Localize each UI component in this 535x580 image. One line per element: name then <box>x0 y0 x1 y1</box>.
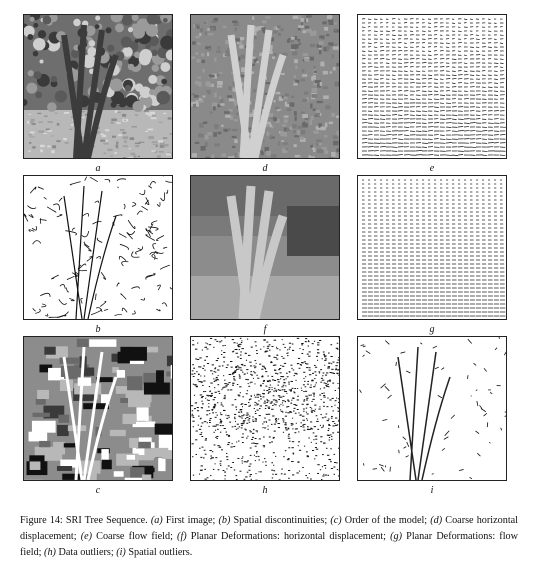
caption-text-d: Coarse horizontal displacement; <box>20 515 519 542</box>
panel-b-spatial-discontinuities <box>23 175 173 320</box>
caption-text-f: Planar Deformations: horizontal displacement; <box>186 531 391 542</box>
caption-text-i: Spatial outliers. <box>125 547 193 558</box>
caption-tag-d: (d) <box>430 515 443 526</box>
panel-label-h: h <box>262 485 268 496</box>
caption-text-b: Spatial discontinuities; <box>230 515 331 526</box>
panel-label-g: g <box>429 324 435 335</box>
panel-image <box>191 337 339 480</box>
panel-i-spatial-outliers <box>357 336 507 481</box>
panel-image <box>24 15 172 158</box>
panel-f-planar-horizontal-displacement <box>190 175 340 320</box>
panel-d-coarse-horizontal-displacement <box>190 14 340 159</box>
caption-tag-f: (f) <box>177 531 187 542</box>
panel-a-first-image <box>23 14 173 159</box>
panel-image <box>358 15 506 158</box>
panel-label-a: a <box>95 163 101 174</box>
caption-tag-a: (a) <box>150 515 163 526</box>
panel-image <box>191 176 339 319</box>
panel-label-f: f <box>263 324 267 335</box>
panel-label-c: c <box>95 485 101 496</box>
caption-text-h: Data outliers; <box>55 547 117 558</box>
panel-image <box>358 176 506 319</box>
panel-g-planar-flow-field <box>357 175 507 320</box>
caption-tag-g: (g) <box>390 531 403 542</box>
caption-lead: Figure 14: SRI Tree Sequence. <box>20 515 151 526</box>
caption-text-e: Coarse flow field; <box>92 531 178 542</box>
caption-tag-e: (e) <box>80 531 93 542</box>
panel-image <box>191 15 339 158</box>
panel-label-b: b <box>95 324 101 335</box>
panel-label-d: d <box>262 163 268 174</box>
panel-c-order-of-model <box>23 336 173 481</box>
figure-caption <box>20 513 518 561</box>
panel-label-i: i <box>430 485 434 496</box>
caption-text-g: Planar Deformations: flow field; <box>20 531 518 558</box>
panel-image <box>24 176 172 319</box>
panel-image <box>358 337 506 480</box>
panel-image <box>24 337 172 480</box>
caption-tag-i: (i) <box>116 547 126 558</box>
caption-text-a: First image; <box>162 515 219 526</box>
caption-text-c: Order of the model; <box>341 515 431 526</box>
caption-tag-b: (b) <box>218 515 231 526</box>
caption-tag-h: (h) <box>44 547 56 558</box>
panel-e-coarse-flow-field <box>357 14 507 159</box>
panel-label-e: e <box>429 163 435 174</box>
panel-h-data-outliers <box>190 336 340 481</box>
caption-tag-c: (c) <box>330 515 342 526</box>
